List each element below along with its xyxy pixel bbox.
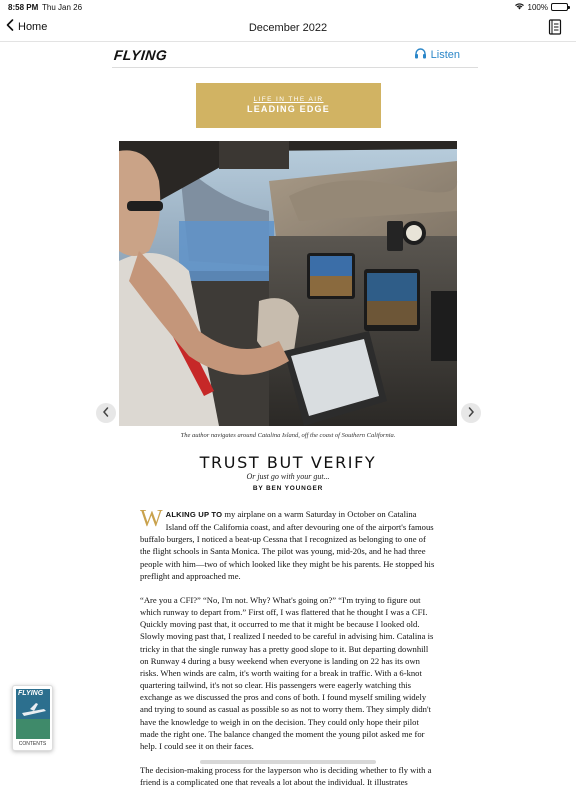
headphones-icon xyxy=(414,47,427,62)
nav-bar xyxy=(0,14,576,42)
home-indicator xyxy=(200,760,376,764)
wifi-icon xyxy=(514,2,525,12)
issue-cover-thumbnail xyxy=(16,689,50,739)
section-title: LEADING EDGE xyxy=(247,104,330,114)
battery-icon xyxy=(551,3,568,11)
status-time: 8:58 PM xyxy=(8,3,39,12)
contents-label: CONTENTS xyxy=(18,741,47,747)
listen-button[interactable] xyxy=(414,47,460,62)
article-paragraph xyxy=(140,508,437,582)
article-byline: BY BEN YOUNGER xyxy=(252,485,324,492)
section-kicker: LIFE IN THE AIR xyxy=(253,96,324,103)
chevron-left-icon xyxy=(102,404,110,422)
status-bar xyxy=(0,0,576,14)
issue-title: December 2022 xyxy=(248,22,328,34)
article-paragraph: The decision-making process for the layperson who is deciding whether to fly with a friend is a complicated one that reveals a lot about the individual. It illustrates xyxy=(140,764,432,788)
article-deck: Or just go with your gut... xyxy=(246,472,330,481)
lead-in: ALKING UP TO xyxy=(165,510,223,519)
section-banner xyxy=(196,83,381,128)
chevron-right-icon xyxy=(467,404,475,422)
article-body xyxy=(140,508,437,800)
article-headline: TRUST BUT VERIFY xyxy=(199,453,377,472)
previous-image-button[interactable] xyxy=(96,403,116,423)
book-icon xyxy=(548,22,562,39)
article-paragraph: “Are you a CFI?” “No, I'm not. Why? What's going on?” “I'm trying to figure out which runway to depart from.” First off, I was flattered that he thought I was a CFI. Quickly moving past that, it occurred to me that it might be because I looked old. Slowly moving past that, I realized I needed to be careful in advising him. Catalina is tricky in that the single runway has a pretty good slope to it. But departing downhill on Runway 4 during a busy weekend when everyone is landing on 22 has its own risks. When winds are calm, it's worth waiting for a break in traffic. With a 6-knot quartering tailwind, it's not so clear. His passengers were eagerly watching this exchange as we discussed the pros and cons of both. I found myself smiling widely and trying to sound as casual as possible so as not to worry them. They simply didn't have the knowledge to weigh in on the decision. They could only hope their pilot made the right one. The balance changed the moment the young pilot asked me for help. I could see it on their faces. xyxy=(140,594,434,751)
flying-logo: FLYING xyxy=(113,47,169,63)
table-of-contents-button[interactable] xyxy=(548,19,562,40)
paragraph-text: my airplane on a warm Saturday in October on Catalina Island off the California coast, and after devouring one of the airport's famous buffalo burgers, I noticed a beat-up Cessna that I recognized as belonging to one of the flight schools in Santa Monica. The pilot was young, mid-20s, and he had three people with him—two of which looked like they might be his parents. He stopped his preflight and approached me. xyxy=(140,509,435,581)
battery-text: 100% xyxy=(527,2,548,12)
contents-button[interactable] xyxy=(12,685,53,751)
next-image-button[interactable] xyxy=(461,403,481,423)
status-date: Thu Jan 26 xyxy=(42,3,83,12)
drop-cap: W xyxy=(140,506,163,532)
listen-label: Listen xyxy=(430,48,460,61)
brand-row xyxy=(112,44,478,68)
back-button-label: Home xyxy=(18,20,48,33)
image-caption: The author navigates around Catalina Island, off the coast of Southern California. xyxy=(180,432,396,439)
hero-image xyxy=(119,141,457,426)
status-indicators xyxy=(514,2,568,12)
cover-title: FLYING xyxy=(18,690,44,697)
